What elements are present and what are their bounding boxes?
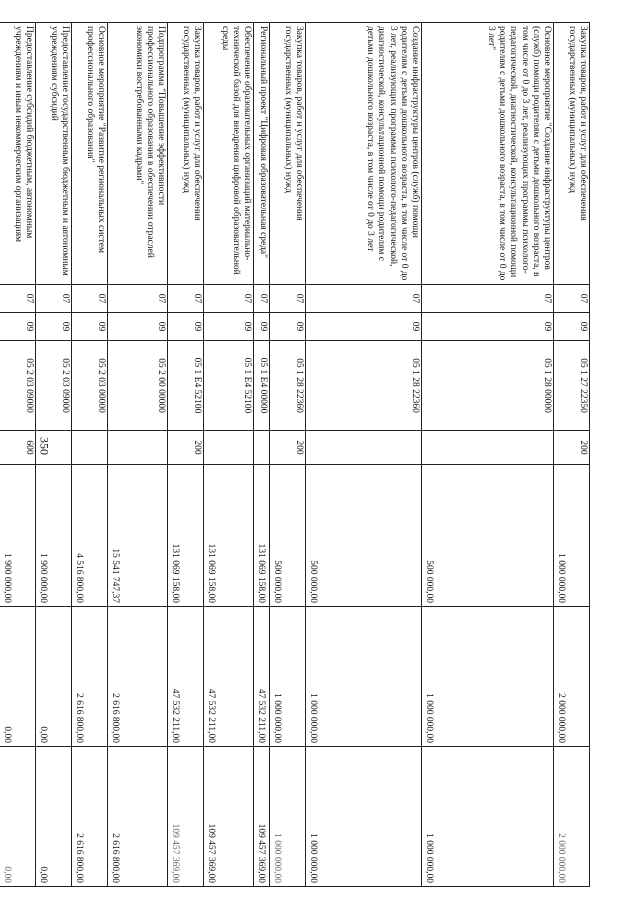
expense-type: 200 xyxy=(168,431,204,465)
expense-type xyxy=(36,431,72,465)
section-code: 09 xyxy=(254,313,270,341)
amount-year-2: 1 000 000,00 xyxy=(422,607,554,747)
amount-year-3: 2 000 000,00 xyxy=(554,747,590,887)
row-name: Обеспечение образовательных организаций материально-технической базой для внедрения цифровой образовательной среды xyxy=(204,23,254,285)
amount-year-1: 1 000 000,00 xyxy=(554,465,590,607)
table-row xyxy=(108,23,168,887)
target-article: 05 1 E4 52100 xyxy=(204,341,254,431)
section-code: 09 xyxy=(270,313,306,341)
page-number: 350 xyxy=(37,437,52,455)
ministry-code: 07 xyxy=(422,285,554,313)
target-article: 05 2 00 00000 xyxy=(108,341,168,431)
expense-type: 600 xyxy=(0,431,36,465)
table-row xyxy=(0,23,36,887)
target-article: 05 2 03 09000 xyxy=(36,341,72,431)
amount-year-1: 500 000,00 xyxy=(306,465,422,607)
amount-year-1: 500 000,00 xyxy=(422,465,554,607)
amount-year-1: 131 069 158,00 xyxy=(168,465,204,607)
expense-type xyxy=(72,431,108,465)
section-code: 09 xyxy=(72,313,108,341)
ministry-code: 07 xyxy=(254,285,270,313)
amount-year-2: 47 532 211,00 xyxy=(254,607,270,747)
expense-type xyxy=(422,431,554,465)
target-article: 05 1 28 00000 xyxy=(422,341,554,431)
section-code: 09 xyxy=(306,313,422,341)
table-row xyxy=(554,23,590,887)
amount-year-1: 1 900 000,00 xyxy=(36,465,72,607)
ministry-code: 07 xyxy=(72,285,108,313)
amount-year-1: 4 516 800,00 xyxy=(72,465,108,607)
section-code: 09 xyxy=(36,313,72,341)
ministry-code: 07 xyxy=(306,285,422,313)
expense-type xyxy=(306,431,422,465)
amount-year-3: 109 457 369,00 xyxy=(168,747,204,887)
row-name: Региональный проект "Цифровая образовательная среда" xyxy=(254,23,270,285)
expense-type xyxy=(204,431,254,465)
amount-year-3: 0,00 xyxy=(36,747,72,887)
target-article: 05 1 27 22350 xyxy=(554,341,590,431)
budget-table xyxy=(0,22,590,887)
row-name: Закупка товаров, работ и услуг для обеспечения государственных (муниципальных) нужд xyxy=(168,23,204,285)
ministry-code: 07 xyxy=(108,285,168,313)
table-row xyxy=(72,23,108,887)
amount-year-2: 0,00 xyxy=(36,607,72,747)
table-row xyxy=(422,23,554,887)
amount-year-2: 47 532 211,00 xyxy=(204,607,254,747)
section-code: 09 xyxy=(204,313,254,341)
table-row xyxy=(36,23,72,887)
target-article: 05 1 28 22360 xyxy=(270,341,306,431)
amount-year-2: 2 000 000,00 xyxy=(554,607,590,747)
amount-year-3: 109 457 369,00 xyxy=(254,747,270,887)
ministry-code: 07 xyxy=(36,285,72,313)
expense-type xyxy=(254,431,270,465)
amount-year-3: 1 000 000,00 xyxy=(306,747,422,887)
amount-year-3: 2 616 800,00 xyxy=(108,747,168,887)
table-row xyxy=(204,23,254,887)
row-name: Создание инфраструктуры центров (служб) помощи родителям с детьми дошкольного возраста, в том числе от 0 до 3 лет, реализующих программы психолого-педагогической, диагностической, консультационной помощи родителям с детьми дошкольного возраста, в том числе от 0 до 3 лет xyxy=(306,23,422,285)
table-row xyxy=(254,23,270,887)
section-code: 09 xyxy=(554,313,590,341)
amount-year-2: 2 616 800,00 xyxy=(72,607,108,747)
amount-year-2: 1 000 000,00 xyxy=(270,607,306,747)
row-name: Закупка товаров, работ и услуг для обеспечения государственных (муниципальных) нужд xyxy=(270,23,306,285)
table-body xyxy=(0,23,590,887)
amount-year-1: 1 900 000,00 xyxy=(0,465,36,607)
amount-year-2: 47 532 211,00 xyxy=(168,607,204,747)
amount-year-3: 0,00 xyxy=(0,747,36,887)
target-article: 05 1 28 22360 xyxy=(306,341,422,431)
section-code: 09 xyxy=(108,313,168,341)
section-code: 09 xyxy=(0,313,36,341)
row-name: Закупка товаров, работ и услуг для обеспечения государственных (муниципальных) нужд xyxy=(554,23,590,285)
ministry-code: 07 xyxy=(168,285,204,313)
amount-year-2: 1 000 000,00 xyxy=(306,607,422,747)
section-code: 09 xyxy=(168,313,204,341)
ministry-code: 07 xyxy=(204,285,254,313)
target-article: 05 2 03 00000 xyxy=(72,341,108,431)
row-name: Основное мероприятие "Развитие региональных систем профессионального образования" xyxy=(72,23,108,285)
amount-year-1: 131 069 158,00 xyxy=(204,465,254,607)
amount-year-3: 1 000 000,00 xyxy=(270,747,306,887)
ministry-code: 07 xyxy=(0,285,36,313)
row-name: Предоставление государственным бюджетным и автономным учреждениям субсидий xyxy=(36,23,72,285)
expense-type: 200 xyxy=(270,431,306,465)
expense-type xyxy=(108,431,168,465)
amount-year-1: 500 000,00 xyxy=(270,465,306,607)
row-name: Предоставление субсидий бюджетным, автономным учреждениям и иным некоммерческим организациям xyxy=(0,23,36,285)
amount-year-2: 0,00 xyxy=(0,607,36,747)
section-code: 09 xyxy=(422,313,554,341)
amount-year-3: 1 000 000,00 xyxy=(422,747,554,887)
amount-year-3: 2 616 800,00 xyxy=(72,747,108,887)
ministry-code: 07 xyxy=(554,285,590,313)
table-row xyxy=(168,23,204,887)
target-article: 05 1 E4 52100 xyxy=(168,341,204,431)
target-article: 05 1 E4 00000 xyxy=(254,341,270,431)
table-row xyxy=(306,23,422,887)
amount-year-2: 2 616 800,00 xyxy=(108,607,168,747)
amount-year-1: 15 541 747,37 xyxy=(108,465,168,607)
row-name: Основное мероприятие "Создание инфраструктуры центров (служб) помощи родителям с детьми дошкольного возраста, в том числе от 0 до 3 лет, реализующих программы психолого-педагогической, диагностической, консультационной помощи родителям с детьми дошкольного возраста, в том числе от 0 до 3 лет" xyxy=(422,23,554,285)
row-name: Подпрограмма "Повышение эффективности профессионального образования в обеспечении отраслей экономики востребованными кадрами" xyxy=(108,23,168,285)
target-article: 05 2 03 09000 xyxy=(0,341,36,431)
amount-year-3: 109 457 369,00 xyxy=(204,747,254,887)
table-row xyxy=(270,23,306,887)
ministry-code: 07 xyxy=(270,285,306,313)
expense-type: 200 xyxy=(554,431,590,465)
amount-year-1: 131 069 158,00 xyxy=(254,465,270,607)
rotated-page xyxy=(2,22,590,886)
